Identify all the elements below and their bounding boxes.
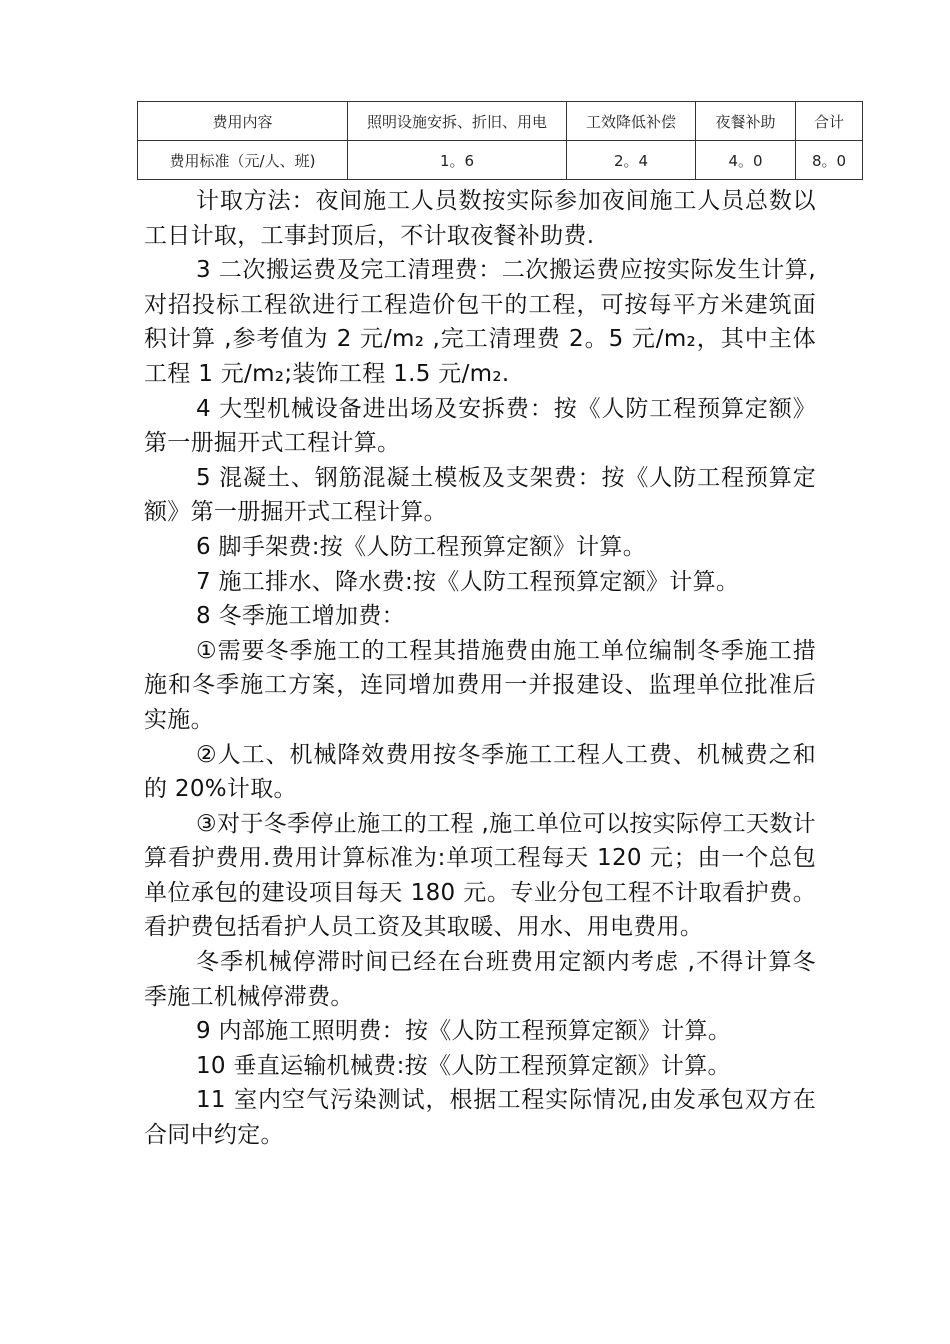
table-cell: 8。0 bbox=[796, 141, 863, 180]
table-cell: 费用标准（元/人、班) bbox=[138, 141, 348, 180]
table-cell: 费用内容 bbox=[138, 102, 348, 141]
paragraph: 5 混凝土、钢筋混凝土模板及支架费：按《人防工程预算定额》第一册掘开式工程计算。 bbox=[144, 464, 816, 526]
paragraph: 8 冬季施工增加费： bbox=[196, 603, 405, 630]
table-cell: 1。6 bbox=[348, 141, 567, 180]
fee-standard-table bbox=[137, 101, 863, 180]
table-cell: 4。0 bbox=[696, 141, 796, 180]
table-cell: 2。4 bbox=[567, 141, 696, 180]
table-row bbox=[138, 141, 863, 180]
paragraph: 4 大型机械设备进出场及安拆费：按《人防工程预算定额》第一册掘开式工程计算。 bbox=[144, 395, 816, 457]
table-cell: 工效降低补偿 bbox=[567, 102, 696, 141]
table-cell: 照明设施安拆、折旧、用电 bbox=[348, 102, 567, 141]
paragraph: 7 施工排水、降水费:按《人防工程预算定额》计算。 bbox=[196, 568, 740, 595]
paragraph: 计取方法：夜间施工人员数按实际参加夜间施工人员总数以工日计取，工事封顶后，不计取夜餐补助费. bbox=[144, 188, 816, 249]
table-header-row bbox=[138, 102, 863, 141]
paragraph: 3 二次搬运费及完工清理费：二次搬运费应按实际发生计算,对招投标工程欲进行工程造价包干的工程，可按每平方米建筑面积计算 ,参考值为 2 元/m₂ ,完工清理费 2。5 元/m₂，其中主体工程 1 元/m₂;装饰工程 1.5 元/m₂. bbox=[144, 257, 816, 387]
document-body bbox=[144, 184, 816, 1153]
paragraph: ②人工、机械降效费用按冬季施工工程人工费、机械费之和的 20%计取。 bbox=[144, 741, 816, 803]
paragraph: 冬季机械停滞时间已经在台班费用定额内考虑 ,不得计算冬季施工机械停滞费。 bbox=[144, 949, 816, 1010]
paragraph: 10 垂直运输机械费:按《人防工程预算定额》计算。 bbox=[196, 1052, 731, 1079]
paragraph: ①需要冬季施工的工程其措施费由施工单位编制冬季施工措施和冬季施工方案，连同增加费用一并报建设、监理单位批准后实施。 bbox=[144, 637, 816, 733]
paragraph: ③对于冬季停止施工的工程 ,施工单位可以按实际停工天数计算看护费用.费用计算标准为:单项工程每天 120 元；由一个总包单位承包的建设项目每天 180 元。专业分包工程不计取看护费。看护费包括看护人员工资及其取暖、用水、用电费用。 bbox=[144, 810, 816, 941]
table-cell: 夜餐补助 bbox=[696, 102, 796, 141]
paragraph: 6 脚手架费:按《人防工程预算定额》计算。 bbox=[196, 533, 646, 560]
table-cell: 合计 bbox=[796, 102, 863, 141]
paragraph: 11 室内空气污染测试，根据工程实际情况,由发承包双方在合同中约定。 bbox=[144, 1087, 816, 1149]
paragraph: 9 内部施工照明费：按《人防工程预算定额》计算。 bbox=[196, 1018, 732, 1045]
